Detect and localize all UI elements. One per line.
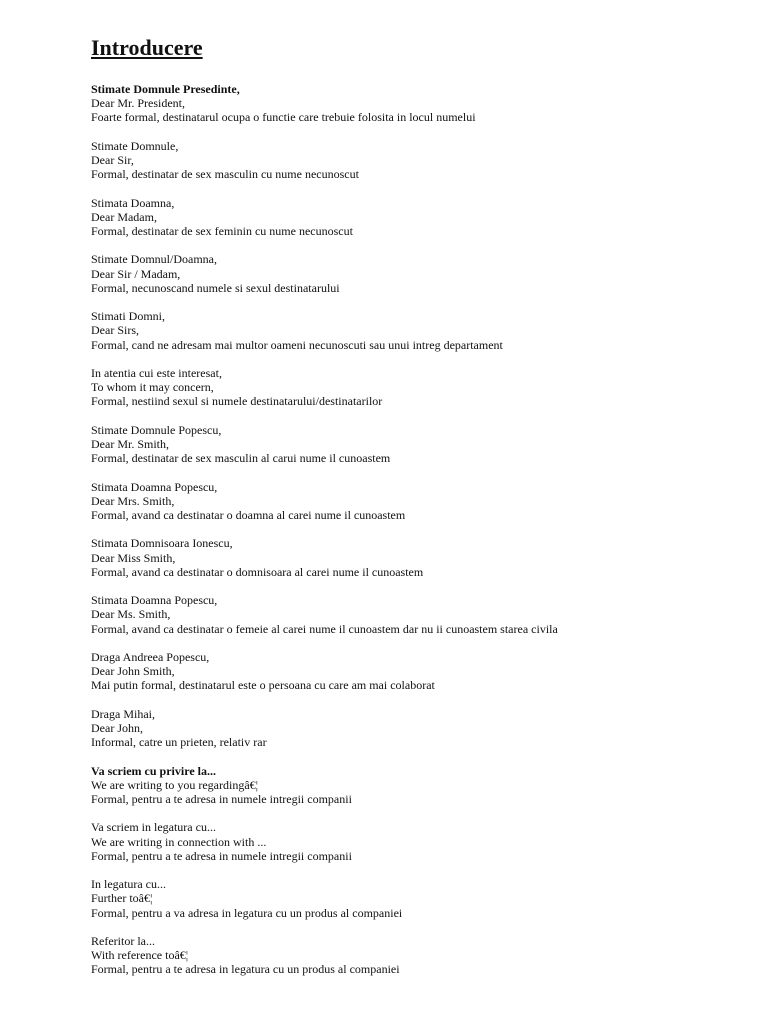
salutation-english: Dear Sir,	[91, 153, 134, 167]
salutation-usage-note: Formal, nestiind sexul si numele destinatarului/destinatarilor	[91, 394, 383, 409]
block-spacer	[91, 579, 751, 593]
salutation-romanian: Stimata Doamna,	[91, 195, 175, 210]
salutation-entry	[91, 707, 751, 750]
block-spacer	[91, 295, 751, 309]
salutation-romanian: Stimate Domnule,	[91, 138, 179, 153]
salutation-entry	[91, 252, 751, 295]
block-spacer	[91, 693, 751, 707]
salutation-romanian: In atentia cui este interesat,	[91, 365, 222, 380]
salutation-usage-note: Formal, pentru a te adresa in legatura cu un produs al companiei	[91, 962, 400, 977]
salutation-usage-note: Mai putin formal, destinatarul este o persoana cu care am mai colaborat	[91, 678, 435, 693]
salutation-english: Dear John Smith,	[91, 664, 175, 679]
salutation-entry	[91, 593, 751, 636]
salutation-romanian: Stimate Domnule Presedinte,	[91, 82, 240, 96]
salutation-usage-note: Formal, cand ne adresam mai multor oameni necunoscuti sau unui intreg departament	[91, 337, 503, 352]
salutation-romanian: In legatura cu...	[91, 877, 166, 892]
salutation-entry	[91, 139, 751, 182]
block-spacer	[91, 863, 751, 877]
salutation-entry	[91, 423, 751, 466]
salutation-usage-note: Formal, necunoscand numele si sexul destinatarului	[91, 280, 340, 295]
salutation-english: We are writing in connection with ...	[91, 834, 267, 849]
salutation-list	[91, 82, 751, 977]
salutation-usage-note: Formal, pentru a va adresa in legatura cu un produs al companiei	[91, 905, 403, 920]
salutation-english: To whom it may concern,	[91, 380, 214, 395]
salutation-usage-note: Formal, destinatar de sex feminin cu nume necunoscut	[91, 224, 353, 238]
salutation-usage-note: Formal, avand ca destinatar o doamna al carei nume il cunoastem	[91, 507, 406, 522]
page-title: Introducere	[91, 35, 203, 60]
salutation-romanian: Stimati Domni,	[91, 309, 166, 324]
salutation-english: Dear Mrs. Smith,	[91, 493, 175, 508]
salutation-english: Dear Sir / Madam,	[91, 266, 181, 281]
salutation-english: Further toâ€¦	[91, 891, 153, 906]
salutation-romanian: Draga Mihai,	[91, 706, 155, 721]
block-spacer	[91, 920, 751, 934]
block-spacer	[91, 409, 751, 423]
salutation-usage-note: Foarte formal, destinatarul ocupa o functie care trebuie folosita in locul numelui	[91, 110, 476, 125]
salutation-usage-note: Informal, catre un prieten, relativ rar	[91, 735, 267, 750]
salutation-usage-note: Formal, avand ca destinatar o domnisoara al carei nume il cunoastem	[91, 564, 424, 579]
salutation-english: Dear Mr. Smith,	[91, 436, 169, 451]
salutation-usage-note: Formal, destinatar de sex masculin cu nume necunoscut	[91, 167, 359, 182]
salutation-english: We are writing to you regardingâ€¦	[91, 777, 259, 792]
block-spacer	[91, 352, 751, 366]
salutation-romanian: Va scriem cu privire la...	[91, 763, 216, 778]
block-spacer	[91, 806, 751, 820]
salutation-entry	[91, 480, 751, 523]
salutation-english: Dear Mr. President,	[91, 96, 185, 111]
block-spacer	[91, 238, 751, 252]
salutation-english: Dear Ms. Smith,	[91, 607, 171, 622]
salutation-romanian: Draga Andreea Popescu,	[91, 649, 210, 664]
salutation-romanian: Stimata Doamna Popescu,	[91, 593, 218, 608]
salutation-romanian: Va scriem in legatura cu...	[91, 820, 216, 835]
salutation-usage-note: Formal, avand ca destinatar o femeie al carei nume il cunoastem dar nu ii cunoastem starea civila	[91, 621, 558, 636]
salutation-entry	[91, 650, 751, 693]
salutation-romanian: Stimata Doamna Popescu,	[91, 479, 218, 494]
salutation-romanian: Referitor la...	[91, 933, 155, 948]
salutation-romanian: Stimate Domnule Popescu,	[91, 422, 222, 437]
document-page	[91, 34, 751, 977]
salutation-entry	[91, 820, 751, 863]
block-spacer	[91, 181, 751, 195]
salutation-usage-note: Formal, pentru a te adresa in numele intregii companii	[91, 848, 352, 863]
block-spacer	[91, 522, 751, 536]
salutation-entry	[91, 764, 751, 807]
salutation-entry	[91, 934, 751, 977]
block-spacer	[91, 465, 751, 479]
salutation-usage-note: Formal, pentru a te adresa in numele intregii companii	[91, 791, 352, 806]
salutation-entry	[91, 82, 751, 125]
salutation-entry	[91, 536, 751, 579]
salutation-entry	[91, 309, 751, 352]
salutation-entry	[91, 877, 751, 920]
salutation-entry	[91, 196, 751, 239]
salutation-usage-note: Formal, destinatar de sex masculin al carui nume il cunoastem	[91, 451, 391, 466]
salutation-english: Dear Miss Smith,	[91, 550, 176, 565]
salutation-romanian: Stimata Domnisoara Ionescu,	[91, 536, 233, 551]
block-spacer	[91, 125, 751, 139]
salutation-entry	[91, 366, 751, 409]
block-spacer	[91, 749, 751, 763]
salutation-english: Dear Madam,	[91, 209, 157, 224]
salutation-english: With reference toâ€¦	[91, 948, 189, 963]
salutation-english: Dear John,	[91, 720, 143, 735]
block-spacer	[91, 636, 751, 650]
salutation-romanian: Stimate Domnul/Doamna,	[91, 252, 217, 267]
salutation-english: Dear Sirs,	[91, 323, 139, 338]
